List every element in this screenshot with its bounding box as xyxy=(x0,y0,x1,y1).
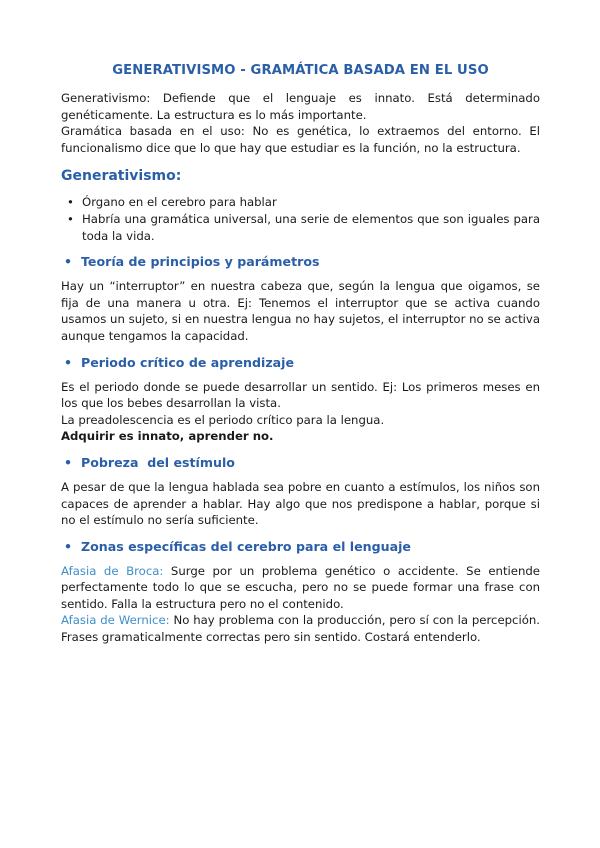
bullet-icon: • xyxy=(64,254,73,270)
list-item-text: Órgano en el cerebro para hablar xyxy=(82,195,277,210)
subheading-principios-parametros xyxy=(61,253,540,270)
subheading-text: Teoría de principios y parámetros xyxy=(81,254,320,270)
subheading-text: Pobreza del estímulo xyxy=(81,454,235,470)
list-item xyxy=(61,211,540,244)
broca-text: Surge por un problema genético o accidente. Se entiende perfectamente todo lo que se escucha, pero no se puede formar una frase con sentido. Falla la estructura pero no el contenido. xyxy=(61,563,540,611)
periodo-body-1: Es el periodo donde se puede desarrollar un sentido. Ej: Los primeros meses en los que los bebes desarrollan la vista. xyxy=(61,379,540,411)
wernicke-term: Afasia de Wernice: xyxy=(61,613,170,628)
bullet-icon: • xyxy=(64,538,73,554)
subheading-pobreza-estimulo xyxy=(61,454,540,471)
periodo-bold-statement: Adquirir es innato, aprender no. xyxy=(61,429,274,444)
broca-term: Afasia de Broca: xyxy=(61,563,164,578)
subheading-text: Zonas específicas del cerebro para el lenguaje xyxy=(81,538,411,554)
broca-paragraph xyxy=(61,563,540,613)
list-item xyxy=(61,194,540,211)
intro-generativismo: Generativismo: Defiende que el lenguaje es innato. Está determinado genéticamente. La estructura es lo más importante. xyxy=(61,91,540,122)
subheading-text: Periodo crítico de aprendizaje xyxy=(81,354,295,370)
section-heading-generativismo: Generativismo: xyxy=(61,168,182,185)
subheading-zonas-cerebro xyxy=(61,538,540,555)
bullet-icon: • xyxy=(64,354,73,370)
subheading-periodo-critico xyxy=(61,354,540,371)
periodo-body-2: La preadolescencia es el periodo crítico para la lengua. xyxy=(61,412,385,427)
intro-gramatica-uso: Gramática basada en el uso: No es genética, lo extraemos del entorno. El funcionalismo dice que lo que hay que estudiar es la función, no la estructura. xyxy=(61,124,540,155)
bullet-icon: • xyxy=(67,211,74,226)
bullet-icon: • xyxy=(64,454,73,470)
principios-body: Hay un “interruptor” en nuestra cabeza que, según la lengua que oigamos, se fija de una manera u otra. Ej: Tenemos el interruptor que se activa cuando usamos un sujeto, si en nuestra lengua no hay sujetos, el interruptor no se activa aunque tengamos la capacidad. xyxy=(61,279,540,343)
bullet-icon: • xyxy=(67,195,74,210)
document-content xyxy=(61,63,540,646)
pobreza-body: A pesar de que la lengua hablada sea pobre en cuanto a estímulos, los niños son capaces de aprender a hablar. Hay algo que nos predispone a hablar, porque si no el estímulo no sería suficiente. xyxy=(61,479,540,528)
wernicke-paragraph xyxy=(61,612,540,645)
generativismo-bullet-list xyxy=(61,194,540,244)
page-title: GENERATIVISMO - GRAMÁTICA BASADA EN EL USO xyxy=(112,63,489,78)
list-item-text: Habría una gramática universal, una serie de elementos que son iguales para toda la vida. xyxy=(82,211,540,243)
wernicke-text: No hay problema con la producción, pero sí con la percepción. Frases gramaticalmente correctas pero sin sentido. Costará entenderlo. xyxy=(61,613,541,645)
